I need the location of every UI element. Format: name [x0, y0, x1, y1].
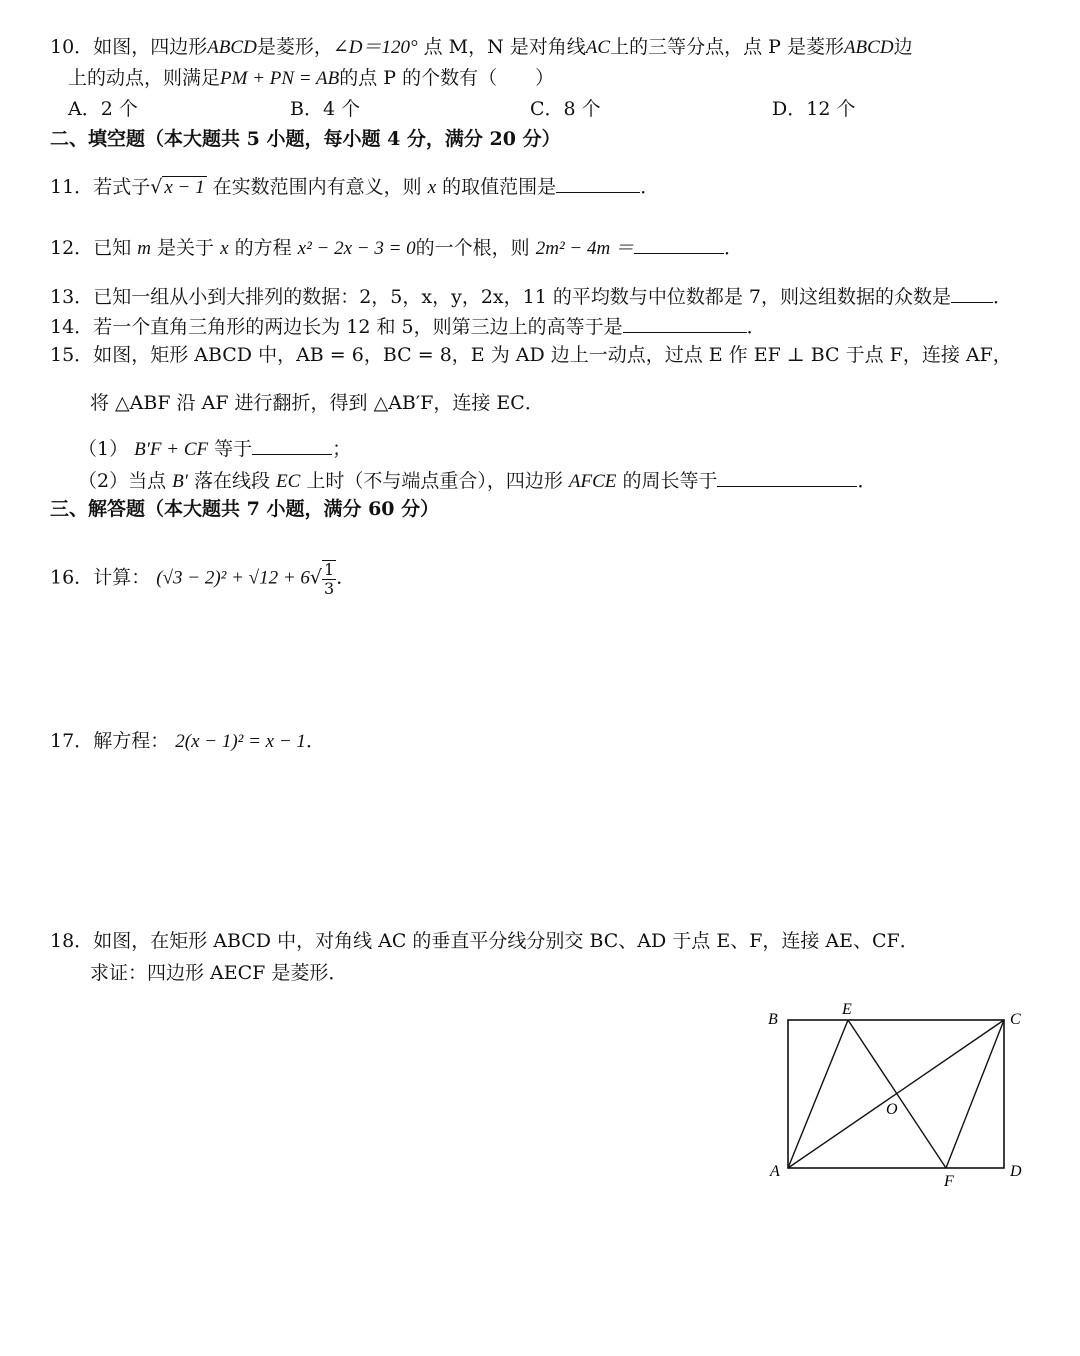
q11-line — [50, 174, 659, 200]
q17-equation: 2(x − 1)² = x − 1 — [175, 731, 306, 752]
q15-line2: 将 △ABF 沿 AF 进行翻折，得到 △AB′F，连接 EC． — [90, 392, 544, 414]
rectangle-rhombus-figure — [760, 1000, 1040, 1200]
q14-text: 若一个直角三角形的两边长为 12 和 5，则第三边上的高等于是 — [93, 316, 623, 338]
q11-var: x — [427, 177, 437, 198]
q10-condition: PM + PN = AB — [220, 68, 340, 89]
q14-end: ． — [746, 316, 766, 338]
q10-line2 — [68, 67, 554, 91]
q11-text-a: 若式子 — [93, 176, 151, 198]
q10-text-d: 上的三等分点，点 P 是菱形 — [610, 36, 844, 58]
q12-text-d: 的一个根，则 — [415, 237, 530, 259]
q16-frac-denominator: 3 — [324, 578, 335, 598]
q13-end: ． — [992, 286, 1012, 308]
q16-number: 16． — [50, 566, 94, 589]
q12-m: m — [137, 238, 151, 259]
q12-text-b: 是关于 — [157, 237, 215, 259]
q10-angle: ∠D＝120° — [332, 37, 418, 58]
q14-line — [50, 314, 766, 339]
q15-number: 15． — [50, 344, 94, 366]
label-b: B — [768, 1011, 778, 1028]
q15-part1-expr: B′F + CF — [134, 439, 209, 460]
segment-cf — [946, 1020, 1004, 1168]
q15-part2-b: 落在线段 — [193, 470, 270, 492]
q15-part1-label: （1） — [78, 438, 129, 460]
q12-equation: x² − 2x − 3 = 0 — [297, 238, 416, 259]
q11-answer-blank[interactable] — [556, 174, 640, 193]
q12-x: x — [220, 238, 229, 259]
q15-text-1: 如图，矩形 ABCD 中，AB = 6，BC = 8，E 为 AD 边上一动点，过点 E 作 EF ⊥ BC 于点 F，连接 AF， — [93, 344, 1012, 366]
q15-part1-text: 等于 — [214, 438, 253, 460]
q10-line1 — [50, 36, 913, 60]
q10-abcd-2: ABCD — [843, 37, 894, 58]
q18-line2: 求证：四边形 AECF 是菱形． — [90, 962, 348, 984]
q15-part2-end: ． — [857, 470, 877, 492]
radical-sign-icon: √ — [309, 566, 323, 589]
label-e: E — [842, 1001, 852, 1018]
label-a: A — [770, 1163, 780, 1180]
q11-radicand: x − 1 — [164, 177, 205, 198]
q15-part2-afce: AFCE — [568, 471, 617, 492]
q10-text-b: 是菱形， — [256, 36, 333, 58]
q13-answer-blank[interactable] — [951, 284, 993, 303]
q16-end: ． — [336, 566, 356, 589]
q11-end: ． — [640, 176, 660, 198]
q10-option-d: D．12 个 — [772, 98, 856, 120]
q11-number: 11． — [50, 176, 94, 198]
q15-part2-a: （2）当点 — [78, 470, 167, 492]
q12-line — [50, 235, 743, 261]
q15-part1-end: ； — [332, 438, 352, 460]
q10-line2-b: 的点 P 的个数有（ ） — [339, 67, 555, 89]
q16-expression: (√3 − 2)² + √12 + 6 — [156, 567, 310, 589]
q16-frac-numerator: 1 — [324, 560, 335, 579]
q15-part2-blank[interactable] — [717, 468, 857, 487]
q12-text-c: 的方程 — [234, 237, 292, 259]
q15-part2-ec: EC — [276, 471, 301, 492]
q16-label: 计算： — [93, 566, 151, 589]
q10-option-b: B．4 个 — [290, 98, 361, 120]
q12-expression: 2m² − 4m ＝ — [535, 238, 634, 259]
q11-text-b: 在实数范围内有意义，则 — [212, 176, 422, 198]
q12-end: ． — [723, 237, 743, 259]
q11-text-c: 的取值范围是 — [442, 176, 557, 198]
q14-number: 14． — [50, 316, 94, 338]
label-c: C — [1010, 1011, 1021, 1028]
q18-number: 18． — [50, 930, 94, 952]
radical-sign-icon: √ — [150, 176, 163, 198]
q13-line — [50, 284, 1012, 309]
q12-text-a: 已知 — [93, 237, 132, 259]
q16-line — [50, 560, 355, 597]
label-f: F — [944, 1173, 954, 1190]
q10-text-e: 边 — [893, 36, 913, 58]
section2-title: 二、填空题（本大题共 5 小题，每小题 4 分，满分 20 分） — [50, 128, 561, 150]
q10-text-a: 如图，四边形 — [93, 36, 208, 58]
q12-answer-blank[interactable] — [634, 235, 724, 254]
label-d: D — [1010, 1163, 1022, 1180]
q17-label: 解方程： — [93, 730, 170, 752]
q10-number: 10． — [50, 36, 94, 58]
segment-ae — [788, 1020, 848, 1168]
q15-part2-bprime: B′ — [172, 471, 188, 492]
section3-title: 三、解答题（本大题共 7 小题，满分 60 分） — [50, 498, 440, 520]
q16-fraction — [322, 560, 336, 597]
q10-option-c: C．8 个 — [530, 98, 601, 120]
diagonal-ac — [788, 1020, 1004, 1168]
q10-abcd: ABCD — [207, 37, 257, 58]
q15-part1 — [78, 436, 351, 462]
q10-option-a: A．2 个 — [68, 98, 138, 120]
q10-text-c: 点 M，N 是对角线 — [423, 36, 586, 58]
q10-ac: AC — [585, 37, 611, 58]
q10-line2-a: 上的动点，则满足 — [68, 67, 221, 89]
q15-part2-c: 上时（不与端点重合），四边形 — [306, 470, 563, 492]
q15-part2-d: 的周长等于 — [622, 470, 718, 492]
q15-part2 — [78, 468, 876, 494]
q18-line1 — [50, 930, 919, 953]
q15-part1-blank[interactable] — [252, 436, 332, 455]
q15-line1 — [50, 344, 1012, 367]
q17-end: ． — [305, 730, 325, 752]
label-o: O — [886, 1101, 898, 1118]
q14-answer-blank[interactable] — [623, 314, 747, 333]
q13-number: 13． — [50, 286, 94, 308]
q18-text-1: 如图，在矩形 ABCD 中，对角线 AC 的垂直平分线分别交 BC、AD 于点 E、F，连接 AE、CF． — [93, 930, 919, 952]
q12-number: 12． — [50, 237, 94, 259]
q17-number: 17． — [50, 730, 94, 752]
q17-line — [50, 730, 325, 754]
q13-text: 已知一组从小到大排列的数据：2，5，x，y，2x，11 的平均数与中位数都是 7，则这组数据的众数是 — [93, 286, 951, 308]
segment-ef — [848, 1020, 946, 1168]
